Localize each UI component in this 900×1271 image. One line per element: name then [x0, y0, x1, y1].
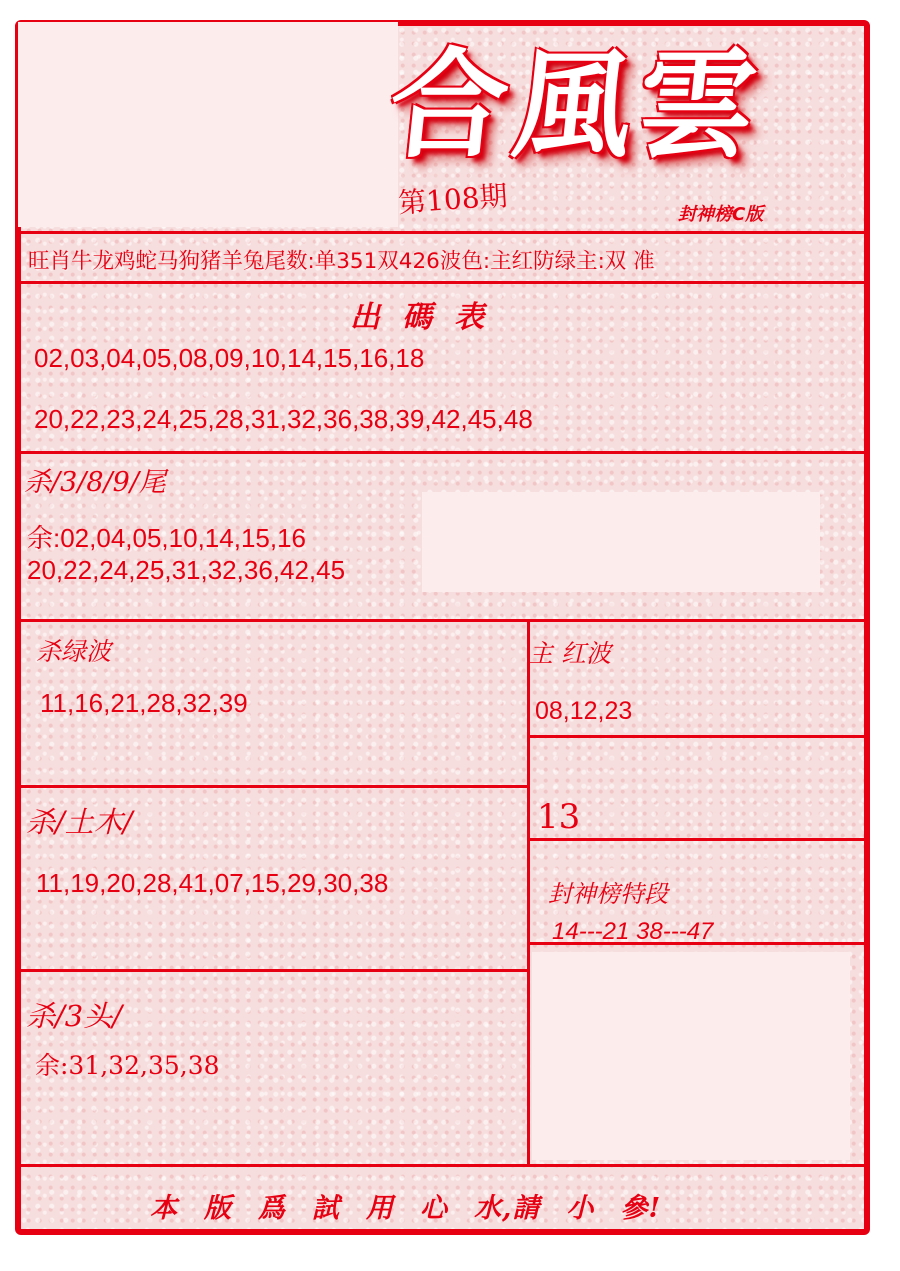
- code-row-2: 20,22,23,24,25,28,31,32,36,38,39,42,45,48: [34, 404, 533, 434]
- edition-label: 封神榜C版: [678, 204, 764, 225]
- footer-char: 心: [420, 1193, 448, 1224]
- kill-green-numbers: 11,16,21,28,32,39: [40, 688, 248, 718]
- masked-logo-area: [18, 22, 398, 227]
- kill-elements-heading: 杀/土木/: [26, 805, 133, 839]
- code-table-title: 出碼表: [350, 300, 506, 335]
- divider-right-1: [527, 735, 866, 738]
- kill-tail-remain-2: 20,22,24,25,31,32,36,42,45: [27, 555, 346, 585]
- special-heading: 封神榜特段: [548, 880, 668, 908]
- info-line: 旺肖牛龙鸡蛇马狗猪羊兔尾数:单351双426波色:主红防绿主:双 准: [28, 249, 655, 274]
- kill-heads-remain: 余:31,32,35,38: [35, 1051, 220, 1080]
- kill-tail-remain-1: 余:02,04,05,10,14,15,16: [27, 523, 307, 553]
- main-red-heading: 主 红波: [528, 639, 611, 668]
- page-title: 合風雲: [382, 35, 770, 174]
- footer-char: 水,請: [474, 1193, 541, 1224]
- kill-tail-heading: 杀/3/8/9/尾: [24, 467, 166, 498]
- divider-info: [21, 281, 866, 284]
- main-red-numbers: 08,12,23: [535, 697, 633, 725]
- code-row-1: 02,03,04,05,08,09,10,14,15,16,18: [34, 343, 425, 373]
- divider-right-2: [527, 838, 866, 841]
- divider-vertical: [527, 619, 530, 1166]
- divider-tail: [21, 619, 866, 622]
- divider-left-2: [21, 969, 529, 972]
- masked-area-right: [422, 492, 820, 592]
- footer-notice: [150, 1186, 661, 1225]
- issue-number: 第108期: [397, 179, 509, 220]
- divider-left-1: [21, 785, 529, 788]
- footer-char: 試: [312, 1193, 340, 1224]
- footer-char: 本: [150, 1193, 178, 1224]
- footer-char: 用: [366, 1193, 394, 1224]
- masked-area-bottom-right: [532, 952, 850, 1160]
- divider-header: [21, 231, 866, 234]
- footer-char: 爲: [258, 1193, 286, 1224]
- kill-heads-heading: 杀/3头/: [26, 999, 122, 1033]
- divider-table: [21, 451, 866, 454]
- single-number: 13: [537, 797, 581, 837]
- footer-char: 參!: [620, 1193, 662, 1224]
- footer-char: 版: [204, 1193, 232, 1224]
- footer-char: 小: [566, 1193, 595, 1224]
- kill-elements-numbers: 11,19,20,28,41,07,15,29,30,38: [36, 868, 389, 898]
- special-ranges: 14---21 38---47: [552, 918, 714, 945]
- divider-footer: [21, 1164, 866, 1167]
- kill-green-heading: 杀绿波: [36, 637, 112, 666]
